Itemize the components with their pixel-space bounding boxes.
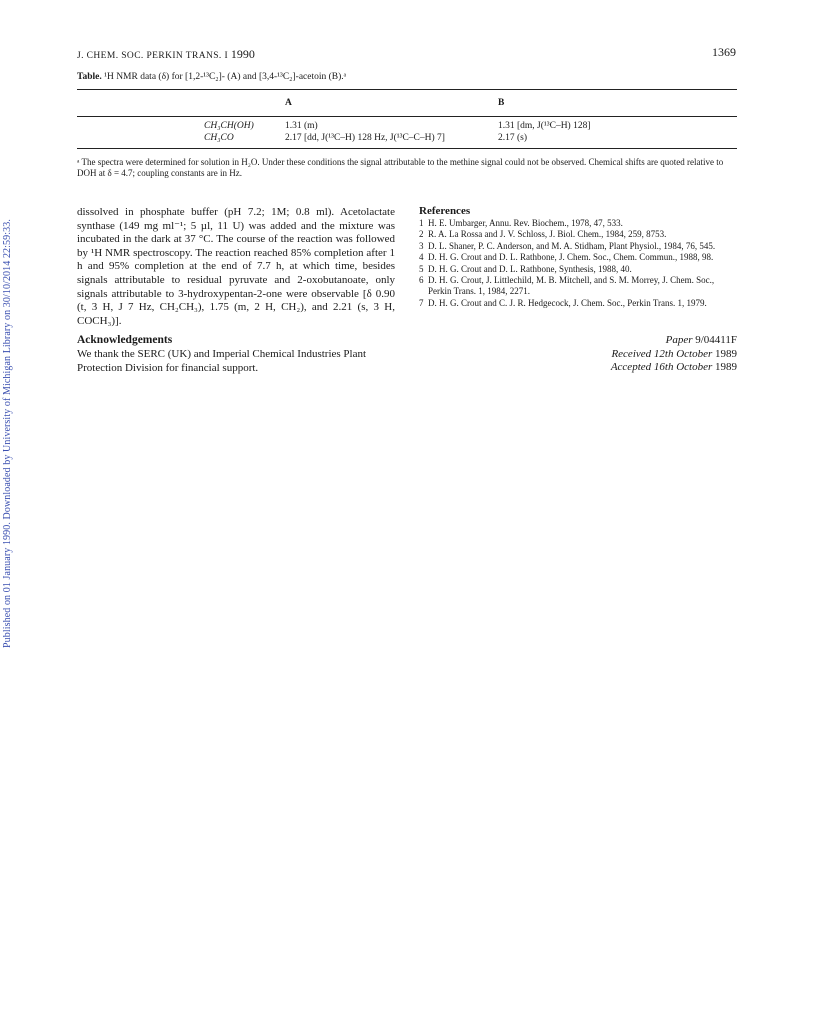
received-date: 12th October [653, 347, 713, 360]
paper-label: Paper [665, 334, 693, 346]
accepted-line [611, 361, 737, 375]
table-column-a: A [285, 98, 292, 108]
paper-id-line [611, 334, 737, 348]
page-number: 1369 [712, 45, 736, 59]
table-column-b: B [498, 98, 505, 108]
body-paragraph: dissolved in phosphate buffer (pH 7.2; 1M; 0.8 ml). Acetolactate synthase (149 mg ml⁻¹; 5 µl, 11 U) was added and the mixture was incubated in the dark at 37 °C. The course of the reaction was followed by ¹H NMR spectroscopy. The reaction reached 85% completion after 1 h and 95% completion at the end of 7.7 h, at which time, besides signals attributable to residual pyruvate and 2-oxobutanoate, only signals attributable to 3-hydroxypentan-2-one were observable [δ 0.90 (t, 3 H, J 7 Hz, CH₂CH₃), 1.75 (m, 2 H, CH₂), and 2.21 (s, 3 H, COCH₃)]. [77, 206, 395, 327]
table-row-group: CH₃CH(OH) [204, 121, 254, 131]
reference-item [419, 298, 737, 309]
acknowledgements-text: We thank the SERC (UK) and Imperial Chemical Industries Plant Protection Division for financial support. [77, 348, 367, 374]
reference-item [419, 252, 737, 263]
table-row-value-b: 1.31 [dm, J(¹³C–H) 128] [498, 121, 591, 131]
reference-text: D. H. G. Crout and D. L. Rathbone, J. Chem. Soc., Chem. Commun., 1988, 98. [428, 252, 714, 263]
table-header-rule [77, 116, 737, 117]
table-caption-text: ¹H NMR data (δ) for [1,2-¹³C₂]- (A) and [3,4-¹³C₂]-acetoin (B).ᵃ [104, 72, 347, 82]
download-watermark: Published on 01 January 1990. Downloaded by University of Michigan Library on 30/10/2014 22:59:33. [2, 219, 13, 648]
references-list [419, 218, 737, 309]
paper-info [611, 334, 737, 375]
acknowledgements-heading: Acknowledgements [77, 334, 173, 346]
table-row-value-b: 2.17 (s) [498, 133, 528, 143]
accepted-label: Accepted [610, 361, 652, 374]
reference-number: 6 [419, 275, 424, 286]
table-row-group: CH₃CO [204, 133, 234, 143]
reference-item [419, 241, 737, 252]
journal-name: J. CHEM. SOC. PERKIN TRANS. I [77, 51, 229, 61]
reference-text: D. H. G. Crout, J. Littlechild, M. B. Mitchell, and S. M. Morrey, J. Chem. Soc., Perkin Trans. 1, 1984, 2271. [428, 275, 715, 297]
reference-number: 1 [419, 218, 424, 228]
references-heading: References [419, 205, 471, 217]
reference-number: 4 [419, 252, 424, 263]
table-bottom-rule [77, 148, 737, 149]
reference-text: R. A. La Rossa and J. V. Schloss, J. Biol. Chem., 1984, 259, 8753. [428, 229, 667, 240]
table-footnote: ᵃ The spectra were determined for solution in H₂O. Under these conditions the signal attributable to the methine signal could not be observed. Chemical shifts are quoted relative to DOH at δ = 4.7; coupling constants are in Hz. [77, 157, 724, 178]
received-label: Received [611, 347, 652, 360]
table-label: Table. [77, 72, 102, 82]
reference-item [419, 218, 737, 229]
accepted-year: 1989 [715, 361, 737, 374]
table-row-value-a: 1.31 (m) [285, 121, 318, 131]
journal-year: 1990 [230, 47, 255, 61]
reference-text: D. L. Shaner, P. C. Anderson, and M. A. Stidham, Plant Physiol., 1984, 76, 545. [428, 240, 716, 251]
table-top-rule [77, 89, 737, 90]
received-year: 1989 [715, 347, 737, 360]
reference-item [419, 229, 737, 240]
reference-item [419, 275, 737, 298]
accepted-date: 16th October [653, 361, 713, 374]
reference-text: D. H. G. Crout and D. L. Rathbone, Synthesis, 1988, 40. [428, 263, 632, 274]
reference-number: 3 [419, 240, 424, 251]
table-row-value-a: 2.17 [dd, J(¹³C–H) 128 Hz, J(¹³C–C–H) 7] [285, 133, 445, 143]
reference-item [419, 264, 737, 275]
table-caption [77, 72, 346, 82]
reference-text: D. H. G. Crout and C. J. R. Hedgecock, J. Chem. Soc., Perkin Trans. 1, 1979. [428, 297, 707, 308]
paper-id: 9/04411F [695, 334, 737, 346]
reference-number: 2 [419, 229, 424, 240]
reference-number: 5 [419, 263, 424, 274]
reference-number: 7 [419, 297, 424, 308]
received-line [611, 348, 737, 362]
reference-text: H. E. Umbarger, Annu. Rev. Biochem., 1978, 47, 533. [428, 218, 623, 228]
running-head [77, 47, 255, 62]
